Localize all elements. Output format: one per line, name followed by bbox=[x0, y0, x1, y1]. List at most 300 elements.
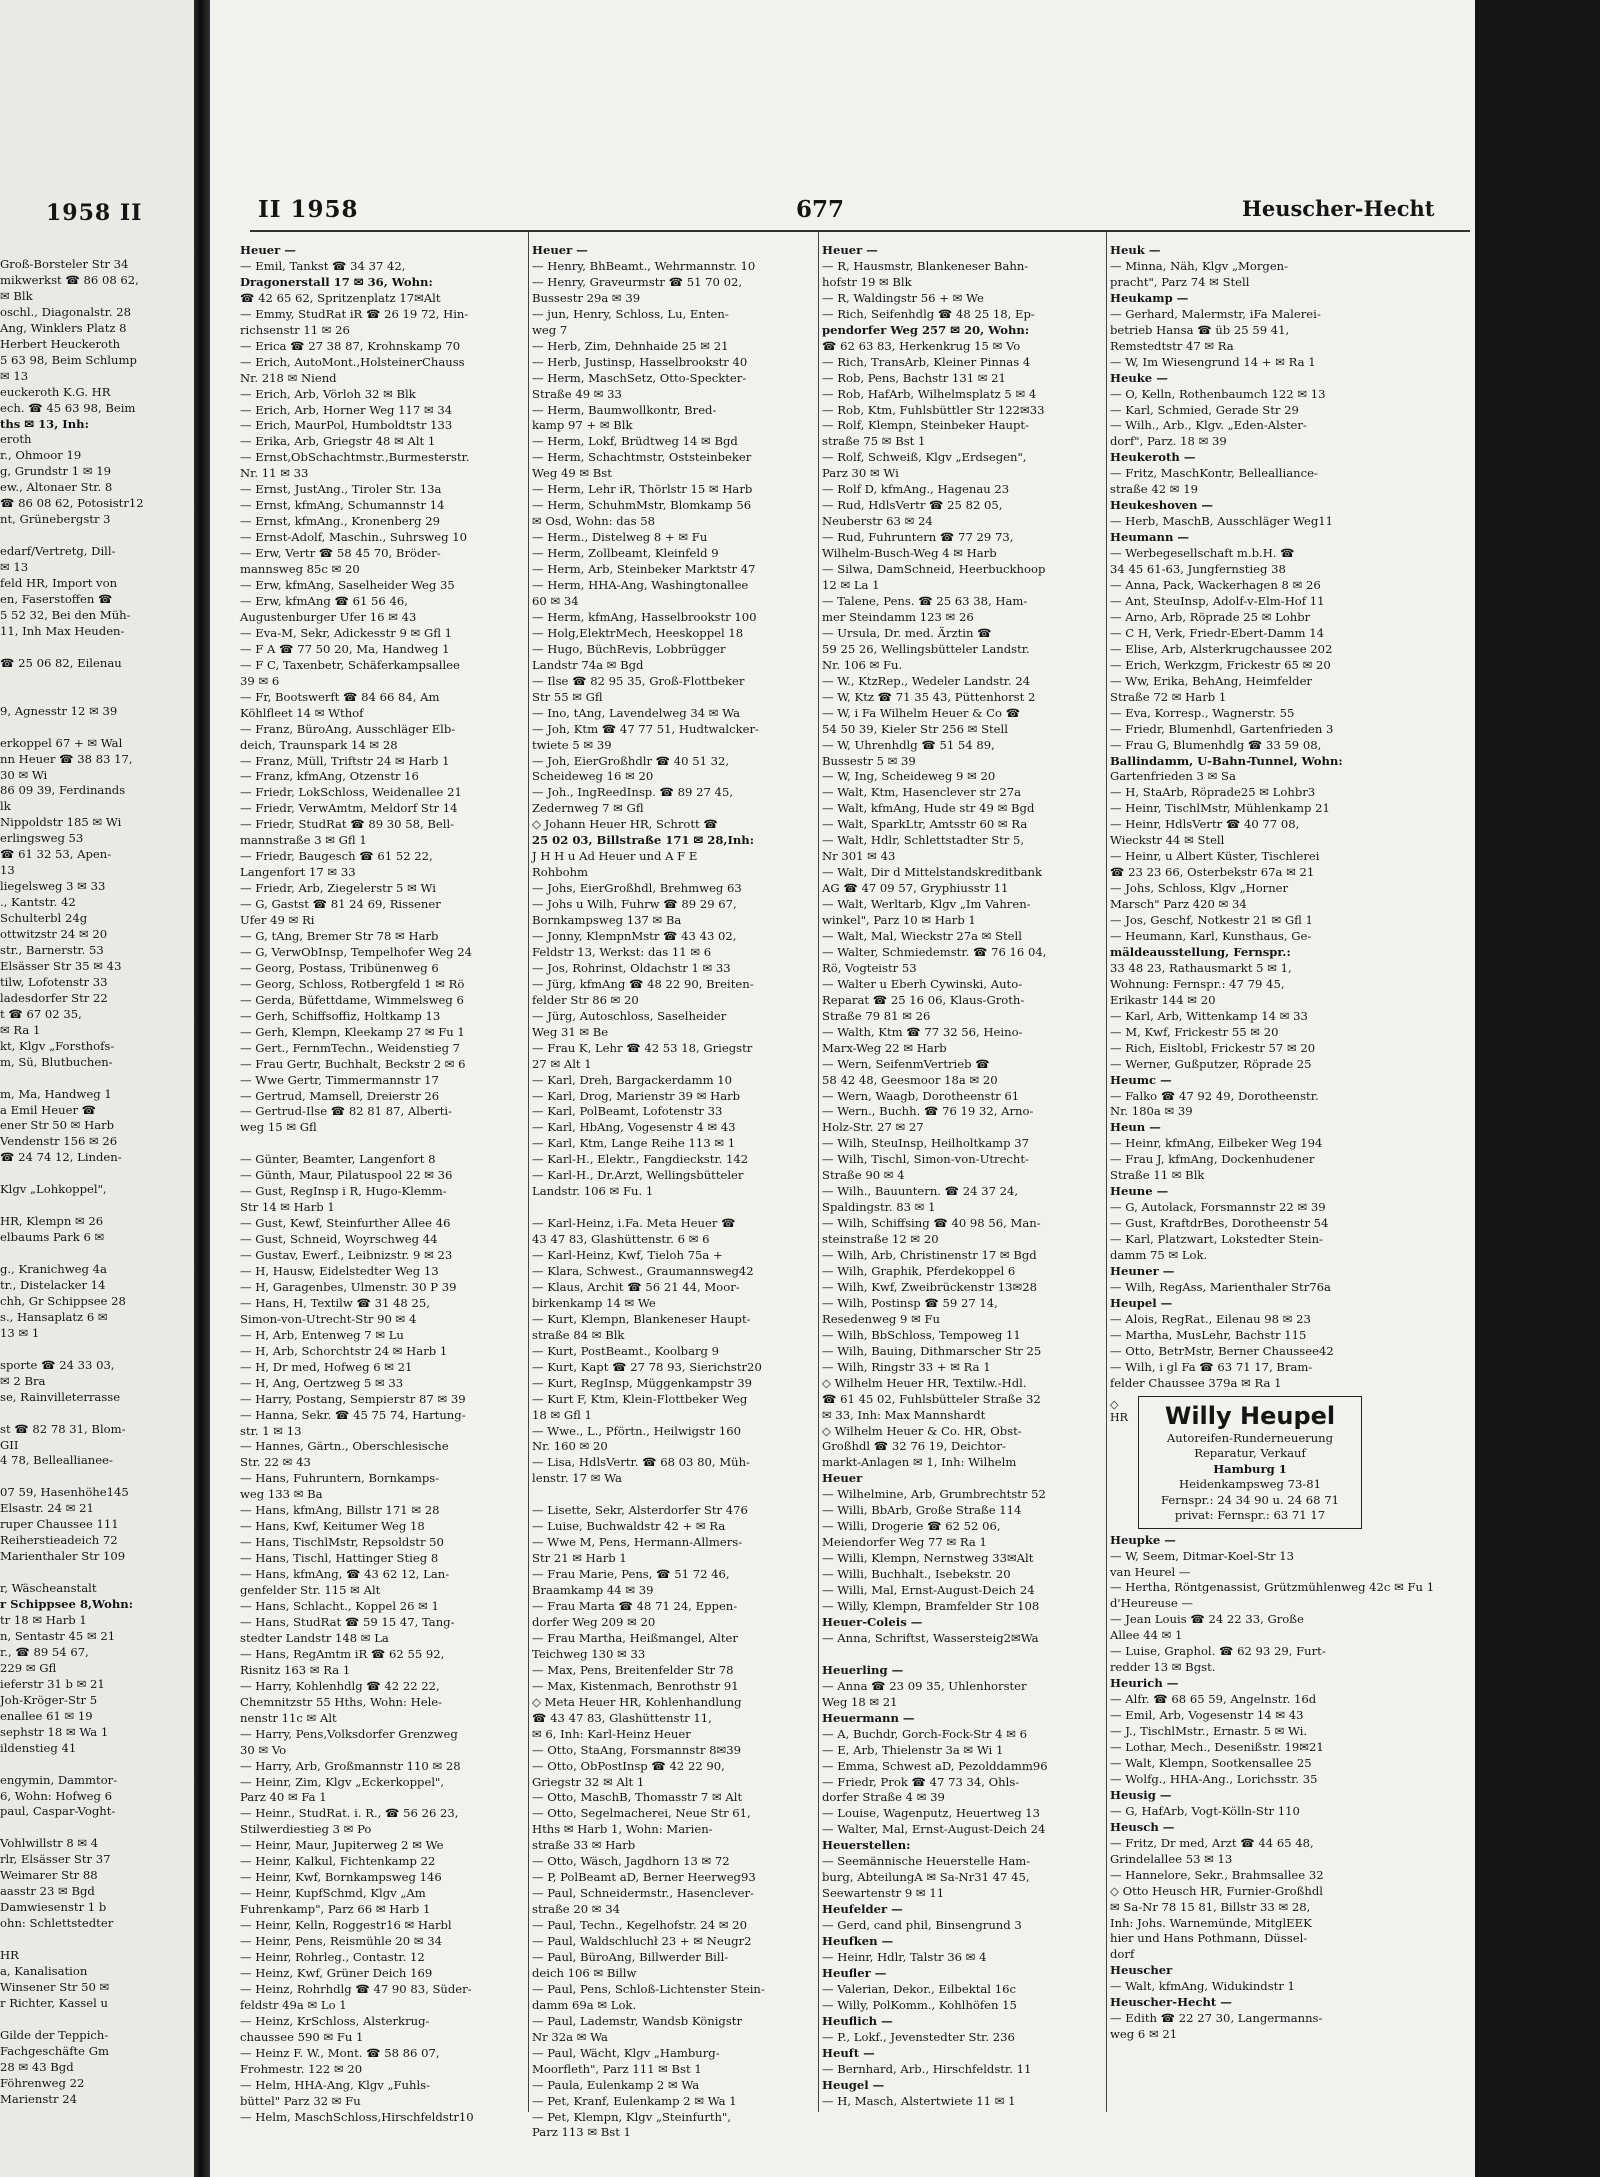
entry-line: — Henry, BhBeamt., Wehrmannstr. 10 bbox=[532, 258, 756, 273]
entry-line: enallee 61 ✉ 19 bbox=[0, 1708, 93, 1723]
entry-line: ruper Chaussee 111 bbox=[0, 1517, 119, 1532]
entry-line: — Gert., FernmTechn., Weidenstieg 7 bbox=[240, 1040, 461, 1055]
entry-line: — Walt, Klempn, Sootkensallee 25 bbox=[1110, 1755, 1312, 1770]
entry-line: — Wilhelmine, Arb, Grumbrechtstr 52 bbox=[822, 1487, 1046, 1502]
entry-line: — Paul, Wächt, Klgv „Hamburg- bbox=[532, 2045, 720, 2060]
entry-line: — Heinr, u Albert Küster, Tischlerei bbox=[1110, 849, 1320, 864]
entry-line: — Hans, Tischl, Hattinger Stieg 8 bbox=[240, 1551, 439, 1566]
entry-line: — C H, Verk, Friedr-Ebert-Damm 14 bbox=[1110, 625, 1324, 640]
entry-line: — Lisa, HdlsVertr. ☎ 68 03 80, Müh- bbox=[532, 1455, 750, 1470]
entry-line: — Willi, Klempn, Nernstweg 33✉Alt bbox=[822, 1551, 1034, 1566]
entry-line: chh, Gr Schippsee 28 bbox=[0, 1293, 126, 1308]
entry-line: — Walth, Ktm ☎ 77 32 56, Heino- bbox=[822, 1024, 1023, 1039]
entry-line: — Willi, Drogerie ☎ 62 52 06, bbox=[822, 1519, 1001, 1534]
entry-line: straße 33 ✉ Harb bbox=[532, 1838, 636, 1853]
entry-line: 11, Inh Max Heuden- bbox=[0, 623, 125, 638]
entry-line: stedter Landstr 148 ✉ La bbox=[240, 1630, 389, 1645]
entry-line: Schulterbl 24g bbox=[0, 911, 88, 926]
entry-line: — G, tAng, Bremer Str 78 ✉ Harb bbox=[240, 928, 439, 943]
entry-line: Nippoldstr 185 ✉ Wi bbox=[0, 815, 122, 830]
entry-line: — Jürg, kfmAng ☎ 48 22 90, Breiten- bbox=[532, 976, 754, 991]
entry-line: — Frau Martha, Heißmangel, Alter bbox=[532, 1630, 738, 1645]
entry-line: — Franz, kfmAng, Otzenstr 16 bbox=[240, 769, 419, 784]
entry-line: — Alois, RegRat., Eilenau 98 ✉ 23 bbox=[1110, 1311, 1311, 1326]
entry-line: — Heinr, HdlsVertr ☎ 40 77 08, bbox=[1110, 817, 1300, 832]
entry-line: Parz 40 ✉ Fa 1 bbox=[240, 1790, 327, 1805]
entry-line: — W, Uhrenhdlg ☎ 51 54 89, bbox=[822, 737, 995, 752]
entry-line: 30 ✉ Vo bbox=[240, 1742, 287, 1757]
entry-line: — Heinr, kfmAng, Eilbeker Weg 194 bbox=[1110, 1136, 1323, 1151]
entry-line: — Emil, Tankst ☎ 34 37 42, bbox=[240, 258, 406, 273]
entry-line: — Helm, HHA-Ang, Klgv „Fuhls- bbox=[240, 2077, 431, 2092]
entry-line: — Rich, Seifenhdlg ☎ 48 25 18, Ep- bbox=[822, 306, 1035, 321]
entry-line: — Anna ☎ 23 09 35, Uhlenhorster bbox=[822, 1678, 1027, 1693]
entry-line: 5 52 32, Bei den Müh- bbox=[0, 607, 131, 622]
entry-line: Heuer-Coleis — bbox=[822, 1614, 923, 1629]
entry-line: — Gerda, Büfettdame, Wimmelsweg 6 bbox=[240, 992, 464, 1007]
entry-line: — Karl, PolBeamt, Lofotenstr 33 bbox=[532, 1104, 723, 1119]
entry-line: ✉ 13 bbox=[0, 368, 29, 383]
entry-line: — Bernhard, Arb., Hirschfeldstr. 11 bbox=[822, 2061, 1032, 2076]
entry-line: AG ☎ 47 09 57, Gryphiusstr 11 bbox=[822, 881, 1009, 896]
entry-line: — Wilh, Ringstr 33 + ✉ Ra 1 bbox=[822, 1359, 991, 1374]
entry-line: ., Kantstr. 42 bbox=[0, 895, 76, 910]
entry-line: Herbert Heuckeroth bbox=[0, 336, 121, 351]
entry-line: Chemnitzstr 55 Hths, Wohn: Hele- bbox=[240, 1694, 443, 1709]
entry-line: — Harry, Arb, Großmannstr 110 ✉ 28 bbox=[240, 1758, 461, 1773]
entry-line: Marienstr 24 bbox=[0, 2091, 77, 2106]
entry-line: ◇ Otto Heusch HR, Furnier-Großhdl bbox=[1110, 1883, 1324, 1898]
entry-line: str. 1 ✉ 13 bbox=[240, 1423, 302, 1438]
entry-line: elbaums Park 6 ✉ bbox=[0, 1230, 105, 1245]
column-separator bbox=[1106, 232, 1107, 2112]
entry-line bbox=[532, 1200, 816, 1216]
entry-line: Nr 301 ✉ 43 bbox=[822, 849, 896, 864]
entry-line: — Lothar, Mech., Desenißstr. 19✉21 bbox=[1110, 1740, 1324, 1755]
entry-line: erlingsweg 53 bbox=[0, 831, 84, 846]
entry-line: Braamkamp 44 ✉ 39 bbox=[532, 1583, 654, 1598]
entry-line: — Hans, TischlMstr, Repsoldstr 50 bbox=[240, 1535, 444, 1550]
entry-line: Zedernweg 7 ✉ Gfl bbox=[532, 801, 644, 816]
entry-line: Wohnung: Fernspr.: 47 79 45, bbox=[1110, 976, 1285, 991]
entry-line: kamp 97 + ✉ Blk bbox=[532, 418, 633, 433]
entry-line: — Frau Marie, Pens, ☎ 51 72 46, bbox=[532, 1567, 730, 1582]
entry-line: twiete 5 ✉ 39 bbox=[532, 737, 612, 752]
entry-line: ◇ Johann Heuer HR, Schrott ☎ bbox=[532, 817, 718, 832]
entry-line: — Heinz, Rohrhdlg ☎ 47 90 83, Süder- bbox=[240, 1981, 472, 1996]
entry-line: — Georg, Schloss, Rotbergfeld 1 ✉ Rö bbox=[240, 976, 465, 991]
entry-line: — Heinz, Kwf, Grüner Deich 169 bbox=[240, 1965, 433, 1980]
entry-line: Weimarer Str 88 bbox=[0, 1868, 98, 1883]
entry-line: — Karl-Heinz, Kwf, Tieloh 75a + bbox=[532, 1248, 723, 1263]
entry-line: 07 59, Hasenhöhe145 bbox=[0, 1485, 129, 1500]
entry-line: felder Chaussee 379a ✉ Ra 1 bbox=[1110, 1375, 1282, 1390]
entry-line: Heufler — bbox=[822, 1965, 887, 1980]
entry-line: Heuer bbox=[822, 1471, 863, 1486]
entry-line: — Wilh., Arb., Klgv. „Eden-Alster- bbox=[1110, 418, 1307, 433]
entry-line: — M, Kwf, Frickestr 55 ✉ 20 bbox=[1110, 1024, 1279, 1039]
entry-line: — Frau K, Lehr ☎ 42 53 18, Griegstr bbox=[532, 1040, 753, 1055]
entry-line: — Klara, Schwest., Graumannsweg42 bbox=[532, 1264, 754, 1278]
entry-line: — Wilh, Arb, Christinenstr 17 ✉ Bgd bbox=[822, 1248, 1037, 1263]
entry-line: — Ernst, kfmAng., Kronenberg 29 bbox=[240, 514, 441, 529]
entry-line: Bornkampsweg 137 ✉ Ba bbox=[532, 913, 682, 928]
entry-line: — Rud, Fuhruntern ☎ 77 29 73, bbox=[822, 530, 1014, 545]
entry-line: 58 42 48, Geesmoor 18a ✉ 20 bbox=[822, 1072, 998, 1087]
entry-line: ottwitzstr 24 ✉ 20 bbox=[0, 927, 108, 942]
entry-line: Heukeroth — bbox=[1110, 450, 1196, 465]
entry-line: — Heinr, Kelln, Roggestr16 ✉ Harbl bbox=[240, 1918, 452, 1933]
entry-line: — Franz, BüroAng, Ausschläger Elb- bbox=[240, 721, 456, 736]
entry-line: Seewartenstr 9 ✉ 11 bbox=[822, 1886, 945, 1901]
entry-line: van Heurel — bbox=[1110, 1564, 1191, 1579]
entry-line: edarf/Vertretg, Dill- bbox=[0, 544, 116, 559]
entry-line: — Jonny, KlempnMstr ☎ 43 43 02, bbox=[532, 928, 737, 943]
entry-line: 54 50 39, Kieler Str 256 ✉ Stell bbox=[822, 721, 1008, 736]
entry-line: tilw, Lofotenstr 33 bbox=[0, 974, 108, 989]
entry-line: Ang, Winklers Platz 8 bbox=[0, 320, 127, 335]
entry-line: ohn: Schlettstedter bbox=[0, 1916, 114, 1931]
entry-line: Allee 44 ✉ 1 bbox=[1110, 1628, 1183, 1643]
entry-line: ✉ 6, Inh: Karl-Heinz Heuer bbox=[532, 1726, 691, 1741]
entry-line: 30 ✉ Wi bbox=[0, 767, 48, 782]
entry-line: — Friedr, Baugesch ☎ 61 52 22, bbox=[240, 849, 433, 864]
entry-line: ◇ Wilhelm Heuer & Co. HR, Obst- bbox=[822, 1423, 1022, 1438]
entry-line: ◇ Meta Heuer HR, Kohlenhandlung bbox=[532, 1694, 742, 1709]
entry-line: ✉ 2 Bra bbox=[0, 1373, 46, 1388]
entry-line: büttel" Parz 32 ✉ Fu bbox=[240, 2093, 361, 2108]
entry-line: — W, Im Wiesengrund 14 + ✉ Ra 1 bbox=[1110, 354, 1316, 369]
entry-line: — Gerh, Schiffsoffiz, Holtkamp 13 bbox=[240, 1008, 441, 1023]
entry-line: paul, Caspar-Voght- bbox=[0, 1804, 116, 1819]
entry-line bbox=[0, 2012, 200, 2028]
entry-line: Straße 79 81 ✉ 26 bbox=[822, 1008, 931, 1023]
entry-line: Fachgeschäfte Gm bbox=[0, 2043, 109, 2058]
entry-line: a, Kanalisation bbox=[0, 1963, 88, 1978]
entry-line: — P., Lokf., Jevenstedter Str. 236 bbox=[822, 2029, 1015, 2044]
entry-line: — Erich, AutoMont.,HolsteinerChauss bbox=[240, 354, 465, 369]
entry-line: g., Kranichweg 4a bbox=[0, 1262, 107, 1277]
entry-line: — Ww, Erika, BehAng, Heimfelder bbox=[1110, 673, 1312, 688]
entry-line: — Rich, Eisltobl, Frickestr 57 ✉ 20 bbox=[1110, 1040, 1316, 1055]
entry-line: — Georg, Postass, Tribünenweg 6 bbox=[240, 960, 439, 975]
entry-line: — Paul, Techn., Kegelhofstr. 24 ✉ 20 bbox=[532, 1918, 747, 1933]
entry-line: nenstr 11c ✉ Alt bbox=[240, 1710, 337, 1725]
entry-line: ☎ 25 06 82, Eilenau bbox=[0, 655, 122, 670]
entry-line: — Gust, KraftdrBes, Dorotheenstr 54 bbox=[1110, 1216, 1329, 1231]
entry-line: — O, Kelln, Rothenbaumch 122 ✉ 13 bbox=[1110, 386, 1326, 401]
entry-line: — Karl-H., Elektr., Fangdieckstr. 142 bbox=[532, 1152, 749, 1167]
entry-line: — Karl, Platzwart, Lokstedter Stein- bbox=[1110, 1232, 1323, 1247]
entry-line: — Anna, Schriftst, Wassersteig2✉Wa bbox=[822, 1630, 1039, 1645]
entry-line: — Luise, Graphol. ☎ 62 93 29, Furt- bbox=[1110, 1644, 1326, 1659]
entry-line: — Erika, Arb, Griegstr 48 ✉ Alt 1 bbox=[240, 434, 436, 449]
entry-line: — Hanna, Sekr. ☎ 45 75 74, Hartung- bbox=[240, 1407, 466, 1422]
entry-line: — Willy, Klempn, Bramfelder Str 108 bbox=[822, 1599, 1040, 1614]
entry-line: — Wern, SeifenmVertrieb ☎ bbox=[822, 1056, 990, 1071]
entry-line: d'Heureuse — bbox=[1110, 1596, 1194, 1611]
entry-line: — Alfr. ☎ 68 65 59, Angelnstr. 16d bbox=[1110, 1692, 1317, 1707]
entry-line: — H, Arb, Schorchtstr 24 ✉ Harb 1 bbox=[240, 1343, 448, 1358]
entry-line: — Heinr, Maur, Jupiterweg 2 ✉ We bbox=[240, 1838, 444, 1853]
entry-line: — Friedr, Prok ☎ 47 73 34, Ohls- bbox=[822, 1774, 1020, 1789]
entry-line: n, Sentastr 45 ✉ 21 bbox=[0, 1628, 116, 1643]
entry-line: aasstr 23 ✉ Bgd bbox=[0, 1884, 95, 1899]
entry-line: — Willi, BbArb, Große Straße 114 bbox=[822, 1503, 1022, 1518]
entry-line: — Herm, Baumwollkontr, Bred- bbox=[532, 402, 717, 417]
entry-line: Heuerling — bbox=[822, 1662, 904, 1677]
entry-line: — Hans, Fuhruntern, Bornkamps- bbox=[240, 1471, 440, 1486]
entry-line: — Kurt F, Ktm, Klein-Flottbeker Weg bbox=[532, 1391, 748, 1406]
entry-line: euckeroth K.G. HR bbox=[0, 384, 111, 399]
entry-line: — Harry, Pens,Volksdorfer Grenzweg bbox=[240, 1726, 458, 1741]
entry-line: — Arno, Arb, Röprade 25 ✉ Lohbr bbox=[1110, 609, 1311, 624]
entry-line: — Herm, Lokf, Brüdtweg 14 ✉ Bgd bbox=[532, 434, 738, 449]
directory-column-2 bbox=[532, 243, 816, 2140]
entry-line: genfelder Str. 115 ✉ Alt bbox=[240, 1583, 381, 1598]
entry-line: 25 02 03, Billstraße 171 ✉ 28,Inh: bbox=[532, 833, 755, 848]
entry-line: ✉ 33, Inh: Max Mannshardt bbox=[822, 1407, 986, 1422]
entry-line: — Johs u Wilh, Fuhrw ☎ 89 29 67, bbox=[532, 897, 737, 912]
entry-line: — Wolfg., HHA-Ang., Lorichsstr. 35 bbox=[1110, 1771, 1318, 1786]
entry-line: — Wilh, Kwf, Zweibrückenstr 13✉28 bbox=[822, 1279, 1037, 1294]
entry-line: — Louise, Wagenputz, Heuertweg 13 bbox=[822, 1806, 1041, 1821]
entry-line: — Hannes, Gärtn., Oberschlesische bbox=[240, 1439, 449, 1454]
entry-line: Straße 90 ✉ 4 bbox=[822, 1168, 905, 1183]
header-left: II 1958 bbox=[258, 196, 359, 223]
entry-line: — Gust, Schneid, Woyrschweg 44 bbox=[240, 1232, 438, 1247]
entry-line: mannstraße 3 ✉ Gfl 1 bbox=[240, 833, 367, 848]
entry-line: — Otto, BetrMstr, Berner Chaussee42 bbox=[1110, 1343, 1334, 1358]
entry-line: 6, Wohn: Hofweg 6 bbox=[0, 1788, 113, 1803]
entry-line: — Wilh, Bauing, Dithmarscher Str 25 bbox=[822, 1343, 1042, 1358]
entry-line: — Karl, Arb, Wittenkamp 14 ✉ 33 bbox=[1110, 1008, 1308, 1023]
entry-line: eroth bbox=[0, 432, 32, 447]
entry-line: Heuke — bbox=[1110, 370, 1168, 385]
page-header bbox=[210, 196, 1475, 224]
entry-line: ☎ 62 63 83, Herkenkrug 15 ✉ Vo bbox=[822, 338, 1021, 353]
entry-line: — R, Hausmstr, Blankeneser Bahn- bbox=[822, 258, 1029, 273]
entry-line: — Rob, HafArb, Wilhelmsplatz 5 ✉ 4 bbox=[822, 386, 1037, 401]
entry-line: lk bbox=[0, 799, 11, 814]
entry-line: Heumc — bbox=[1110, 1072, 1172, 1087]
entry-line: Parz 113 ✉ Bst 1 bbox=[532, 2125, 631, 2140]
entry-line: 59 25 26, Wellingsbütteler Landstr. bbox=[822, 641, 1030, 656]
entry-line: Str. 22 ✉ 43 bbox=[240, 1455, 311, 1470]
entry-line: Frohmestr. 122 ✉ 20 bbox=[240, 2061, 363, 2076]
entry-line: Str 21 ✉ Harb 1 bbox=[532, 1551, 627, 1566]
entry-line: — Helm, MaschSchloss,Hirschfeldstr10 bbox=[240, 2109, 474, 2124]
entry-line: hier und Hans Pothmann, Düssel- bbox=[1110, 1931, 1308, 1946]
entry-line: Heurich — bbox=[1110, 1676, 1179, 1691]
entry-line bbox=[532, 1487, 816, 1503]
entry-line: ildenstieg 41 bbox=[0, 1740, 77, 1755]
entry-line: — Elise, Arb, Alsterkrugchaussee 202 bbox=[1110, 641, 1333, 656]
entry-line: r, Wäscheanstalt bbox=[0, 1581, 97, 1596]
entry-line: — Hugo, BüchRevis, Lobbrügger bbox=[532, 641, 726, 656]
entry-line: t ☎ 67 02 35, bbox=[0, 1006, 82, 1021]
entry-line: — Wwe., L., Pförtn., Heilwigstr 160 bbox=[532, 1423, 741, 1438]
entry-line: — Joh, Ktm ☎ 47 77 51, Hudtwalcker- bbox=[532, 721, 759, 736]
entry-line: — H, Ang, Oertzweg 5 ✉ 33 bbox=[240, 1375, 404, 1390]
entry-line: — Wwe M, Pens, Hermann-Allmers- bbox=[532, 1535, 743, 1550]
entry-line: HR bbox=[0, 1948, 19, 1963]
entry-line bbox=[0, 1406, 200, 1422]
header-rule bbox=[250, 230, 1470, 232]
entry-line: — Wilh., Bauuntern. ☎ 24 37 24, bbox=[822, 1184, 1019, 1199]
entry-line: — Wilh, RegAss, Marienthaler Str76a bbox=[1110, 1279, 1331, 1294]
entry-line: Resedenweg 9 ✉ Fu bbox=[822, 1311, 941, 1326]
entry-line: — Erich, Arb, Vörloh 32 ✉ Blk bbox=[240, 386, 416, 401]
entry-line: — Wilh, Tischl, Simon-von-Utrecht- bbox=[822, 1152, 1029, 1167]
entry-line: — F C, Taxenbetr, Schäferkampsallee bbox=[240, 657, 460, 672]
entry-line: — Jos, Geschf, Notkestr 21 ✉ Gfl 1 bbox=[1110, 913, 1313, 928]
entry-line bbox=[240, 1136, 525, 1152]
entry-line: pracht", Parz 74 ✉ Stell bbox=[1110, 274, 1250, 289]
entry-line: — Rud, HdlsVertr ☎ 25 82 05, bbox=[822, 498, 1003, 513]
ad-line2: Reparatur, Verkauf bbox=[1194, 1446, 1306, 1461]
entry-line: Feldstr 13, Werkst: das 11 ✉ 6 bbox=[532, 944, 712, 959]
entry-line: — Paula, Eulenkamp 2 ✉ Wa bbox=[532, 2077, 700, 2092]
entry-line: — Seemännische Heuerstelle Ham- bbox=[822, 1854, 1031, 1869]
entry-line: — Karl, Drog, Marienstr 39 ✉ Harb bbox=[532, 1088, 741, 1103]
entry-line: — Talene, Pens. ☎ 25 63 38, Ham- bbox=[822, 593, 1028, 608]
left-page bbox=[0, 0, 194, 2177]
entry-line: — Max, Kistenmach, Benrothstr 91 bbox=[532, 1678, 739, 1693]
entry-line: Joh-Kröger-Str 5 bbox=[0, 1692, 98, 1707]
entry-line: — Walter, Mal, Ernst-August-Deich 24 bbox=[822, 1822, 1046, 1837]
entry-line: — Erich, Werkzgm, Frickestr 65 ✉ 20 bbox=[1110, 657, 1331, 672]
entry-line: Heuerstellen: bbox=[822, 1838, 911, 1853]
entry-line: — Ant, SteuInsp, Adolf-v-Elm-Hof 11 bbox=[1110, 593, 1325, 608]
entry-line: — jun, Henry, Schloss, Lu, Enten- bbox=[532, 306, 729, 321]
entry-line: — Erich, Arb, Horner Weg 117 ✉ 34 bbox=[240, 402, 453, 417]
book-gutter bbox=[194, 0, 210, 2177]
entry-line: ech. ☎ 45 63 98, Beim bbox=[0, 400, 136, 415]
entry-line: — Heinr, KupfSchmd, Klgv „Am bbox=[240, 1886, 426, 1901]
entry-line: ✉ Ra 1 bbox=[0, 1022, 41, 1037]
entry-line: — H, Hausw, Eidelstedter Weg 13 bbox=[240, 1264, 439, 1278]
entry-line: — Gerhard, Malermstr, iFa Malerei- bbox=[1110, 306, 1321, 321]
entry-line: — Hans, Schlacht., Koppel 26 ✉ 1 bbox=[240, 1599, 439, 1614]
entry-line: — Werbegesellschaft m.b.H. ☎ bbox=[1110, 546, 1295, 561]
entry-line: 13 ✉ 1 bbox=[0, 1325, 40, 1340]
entry-line: redder 13 ✉ Bgst. bbox=[1110, 1660, 1216, 1675]
entry-line: Heumann — bbox=[1110, 530, 1190, 545]
entry-line: — G, Gastst ☎ 81 24 69, Rissener bbox=[240, 897, 441, 912]
entry-line: Heuermann — bbox=[822, 1710, 915, 1725]
entry-line: — J., TischlMstr., Ernastr. 5 ✉ Wi. bbox=[1110, 1724, 1308, 1739]
entry-line: Nr. 11 ✉ 33 bbox=[240, 466, 309, 481]
entry-line: Teichweg 130 ✉ 33 bbox=[532, 1646, 646, 1661]
entry-line: weg 15 ✉ Gfl bbox=[240, 1120, 317, 1135]
entry-line: — Kurt, RegInsp, Müggenkampstr 39 bbox=[532, 1375, 752, 1390]
entry-line: — Otto, MaschB, Thomasstr 7 ✉ Alt bbox=[532, 1790, 743, 1805]
entry-line: — Heinr, Kwf, Bornkampsweg 146 bbox=[240, 1870, 442, 1885]
page-number: 677 bbox=[796, 196, 845, 223]
entry-line: — R, Waldingstr 56 + ✉ We bbox=[822, 290, 984, 305]
entry-line: 27 ✉ Alt 1 bbox=[532, 1056, 592, 1071]
entry-line: m, Sü, Blutbuchen- bbox=[0, 1054, 113, 1069]
entry-line: dorf", Parz. 18 ✉ 39 bbox=[1110, 434, 1227, 449]
entry-line: Griegstr 32 ✉ Alt 1 bbox=[532, 1774, 645, 1789]
entry-line: lenstr. 17 ✉ Wa bbox=[532, 1471, 622, 1486]
entry-line: — Günth, Maur, Pilatuspool 22 ✉ 36 bbox=[240, 1168, 453, 1183]
ad-title: Willy Heupel bbox=[1164, 1401, 1336, 1430]
entry-line: — Eva-M, Sekr, Adickesstr 9 ✉ Gfl 1 bbox=[240, 625, 453, 640]
entry-line: 34 45 61-63, Jungfernstieg 38 bbox=[1110, 562, 1286, 577]
entry-line: Bussestr 5 ✉ 39 bbox=[822, 753, 916, 768]
entry-line: burg, AbteilungA ✉ Sa-Nr31 47 45, bbox=[822, 1870, 1030, 1885]
entry-line: Köhlfleet 14 ✉ Wthof bbox=[240, 705, 364, 720]
entry-line: — Paul, Pens, Schloß-Lichtenster Stein- bbox=[532, 1981, 765, 1996]
ad-phone1: Fernspr.: 24 34 90 u. 24 68 71 bbox=[1161, 1492, 1339, 1507]
entry-line: — Fritz, Dr med, Arzt ☎ 44 65 48, bbox=[1110, 1835, 1314, 1850]
entry-line: — Walt, SparkLtr, Amtsstr 60 ✉ Ra bbox=[822, 817, 1028, 832]
entry-line: richsenstr 11 ✉ 26 bbox=[240, 322, 350, 337]
entry-line: — Gertrud-Ilse ☎ 82 81 87, Alberti- bbox=[240, 1104, 453, 1119]
entry-line: Klgv „Lohkoppel", bbox=[0, 1182, 107, 1197]
entry-line: kt, Klgv „Forsthofs- bbox=[0, 1038, 115, 1053]
entry-line: a Emil Heuer ☎ bbox=[0, 1102, 97, 1117]
entry-line: Dragonerstall 17 ✉ 36, Wohn: bbox=[240, 274, 433, 289]
entry-line: — H, Garagenbes, Ulmenstr. 30 P 39 bbox=[240, 1279, 457, 1294]
header-right: Heuscher-Hecht bbox=[1242, 196, 1435, 221]
entry-line: 5 63 98, Beim Schlump bbox=[0, 352, 137, 367]
column-4-entries-bottom bbox=[1110, 1532, 1435, 2044]
entry-line: — Jean Louis ☎ 24 22 33, Große bbox=[1110, 1612, 1304, 1627]
entry-line: hofstr 19 ✉ Blk bbox=[822, 274, 912, 289]
entry-line: — Ernst, kfmAng, Schumannstr 14 bbox=[240, 498, 445, 513]
entry-line bbox=[822, 1647, 1104, 1663]
entry-line: Reiherstieadeich 72 bbox=[0, 1533, 118, 1548]
entry-line: Föhrenweg 22 bbox=[0, 2075, 85, 2090]
entry-line bbox=[0, 1071, 200, 1087]
entry-line: 60 ✉ 34 bbox=[532, 593, 579, 608]
entry-line: — Herm, Lehr iR, Thörlstr 15 ✉ Harb bbox=[532, 482, 753, 497]
entry-line bbox=[0, 672, 200, 688]
entry-line: 43 47 83, Glashüttenstr. 6 ✉ 6 bbox=[532, 1232, 710, 1247]
entry-line: — Walt, Ktm, Hasenclever str 27a bbox=[822, 785, 1022, 800]
entry-line: — Heinr, Kalkul, Fichtenkamp 22 bbox=[240, 1854, 436, 1869]
entry-line: — Walter u Eberh Cywinski, Auto- bbox=[822, 976, 1023, 991]
entry-line: ☎ 42 65 62, Spritzenplatz 17✉Alt bbox=[240, 290, 441, 305]
entry-line: — Willi, Mal, Ernst-August-Deich 24 bbox=[822, 1583, 1035, 1598]
entry-line: — Pet, Kranf, Eulenkamp 2 ✉ Wa 1 bbox=[532, 2093, 737, 2108]
entry-line: — Herm, Arb, Steinbeker Marktstr 47 bbox=[532, 562, 756, 577]
entry-line: — Heinr, Hdlr, Talstr 36 ✉ 4 bbox=[822, 1949, 987, 1964]
entry-line: Scheideweg 16 ✉ 20 bbox=[532, 769, 654, 784]
entry-line: — Fritz, MaschKontr, Bellealliance- bbox=[1110, 466, 1318, 481]
entry-line: — Walt, Werltarb, Klgv „Im Vahren- bbox=[822, 897, 1031, 912]
entry-line: — Walt, Dir d Mittelstandskreditbank bbox=[822, 865, 1043, 880]
entry-line: Heupke — bbox=[1110, 1532, 1176, 1547]
entry-line bbox=[0, 1565, 200, 1581]
entry-line: feld HR, Import von bbox=[0, 576, 118, 591]
entry-line: Weg 18 ✉ 21 bbox=[822, 1694, 898, 1709]
entry-line: tr 18 ✉ Harb 1 bbox=[0, 1613, 87, 1628]
entry-line: — Silwa, DamSchneid, Heerbuckhoop bbox=[822, 562, 1046, 577]
entry-line: m, Ma, Handweg 1 bbox=[0, 1086, 112, 1101]
entry-line: — Hertha, Röntgenassist, Grützmühlenweg 42c ✉ Fu 1 bbox=[1110, 1580, 1435, 1595]
entry-line: J H H u Ad Heuer und A F E bbox=[532, 849, 698, 864]
entry-line: feldstr 49a ✉ Lo 1 bbox=[240, 1997, 347, 2012]
entry-line: — Herm, Zollbeamt, Kleinfeld 9 bbox=[532, 546, 719, 561]
entry-line: — Herm, SchuhmMstr, Blomkamp 56 bbox=[532, 498, 752, 513]
ad-line1: Autoreifen-Runderneuerung bbox=[1166, 1430, 1334, 1445]
entry-line: — Rolf D, kfmAng., Hagenau 23 bbox=[822, 482, 1010, 497]
entry-line: — Lisette, Sekr, Alsterdorfer Str 476 bbox=[532, 1503, 748, 1518]
